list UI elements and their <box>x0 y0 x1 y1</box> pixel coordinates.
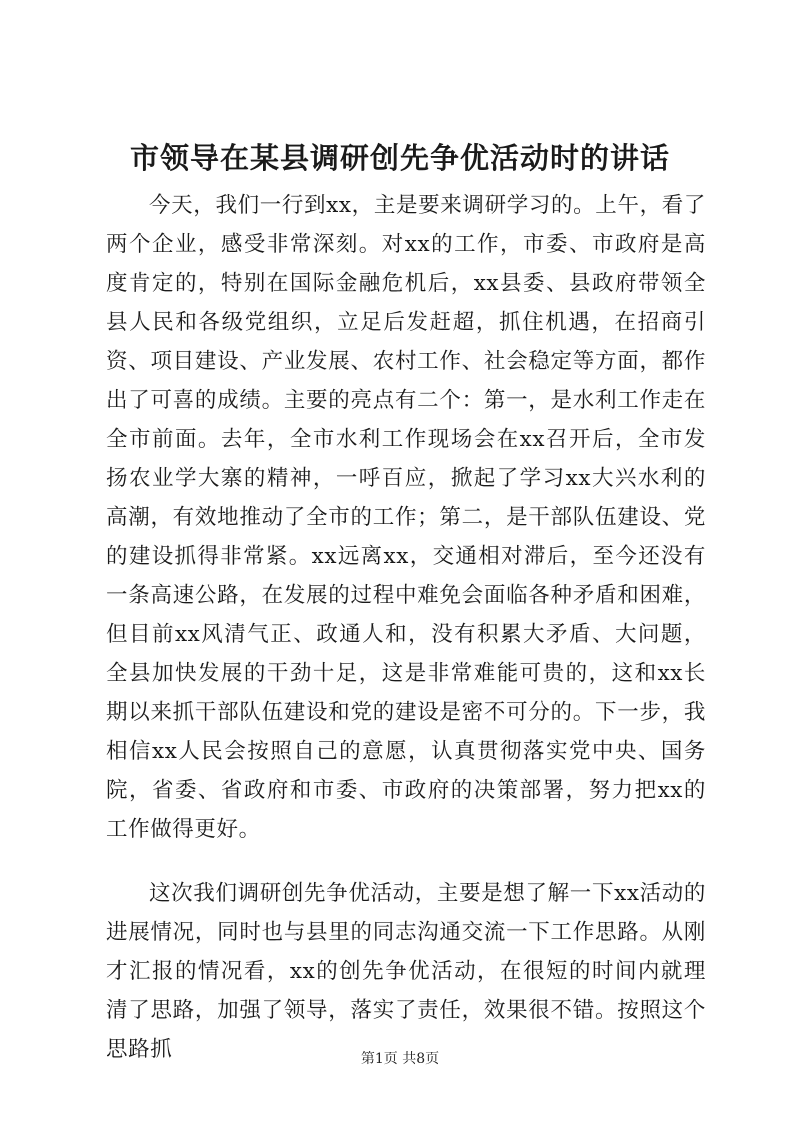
document-title: 市领导在某县调研创先争优活动时的讲话 <box>129 141 670 175</box>
paragraph-2: 这次我们调研创先争优活动，主要是想了解一下xx活动的进展情况，同时也与县里的同志沟通交流一下工作思路。从刚才汇报的情况看，xx的创先争优活动，在很短的时间内就理清了思路，加强了领导，落实了责任，效果很不错。按照这个思路抓 <box>106 881 706 1062</box>
paragraph-1: 今天，我们一行到xx，主是要来调研学习的。上午，看了两个企业，感受非常深刻。对xx的工作，市委、市政府是高度肯定的，特别在国际金融危机后，xx县委、县政府带领全县人民和各级党组织，立足后发赶超，抓住机遇，在招商引资、项目建设、产业发展、农村工作、社会稳定等方面，都作出了可喜的成绩。主要的亮点有二个：第一，是水利工作走在全市前面。去年，全市水利工作现场会在xx召开后，全市发扬农业学大寨的精神，一呼百应，掀起了学习xx大兴水利的高潮，有效地推动了全市的工作；第二，是干部队伍建设、党的建设抓得非常紧。xx远离xx，交通相对滞后，至今还没有一条高速公路，在发展的过程中难免会面临各种矛盾和困难，但目前xx风清气正、政通人和，没有积累大矛盾、大问题，全县加快发展的干劲十足，这是非常难能可贵的，这和xx长期以来抓干部队伍建设和党的建设是密不可分的。下一步，我相信xx人民会按照自己的意愿，认真贯彻落实党中央、国务院，省委、省政府和市委、市政府的决策部署，努力把xx的工作做得更好。 <box>106 193 706 842</box>
page-footer: 第1页 共8页 <box>360 1051 440 1067</box>
document-body <box>106 186 706 1069</box>
